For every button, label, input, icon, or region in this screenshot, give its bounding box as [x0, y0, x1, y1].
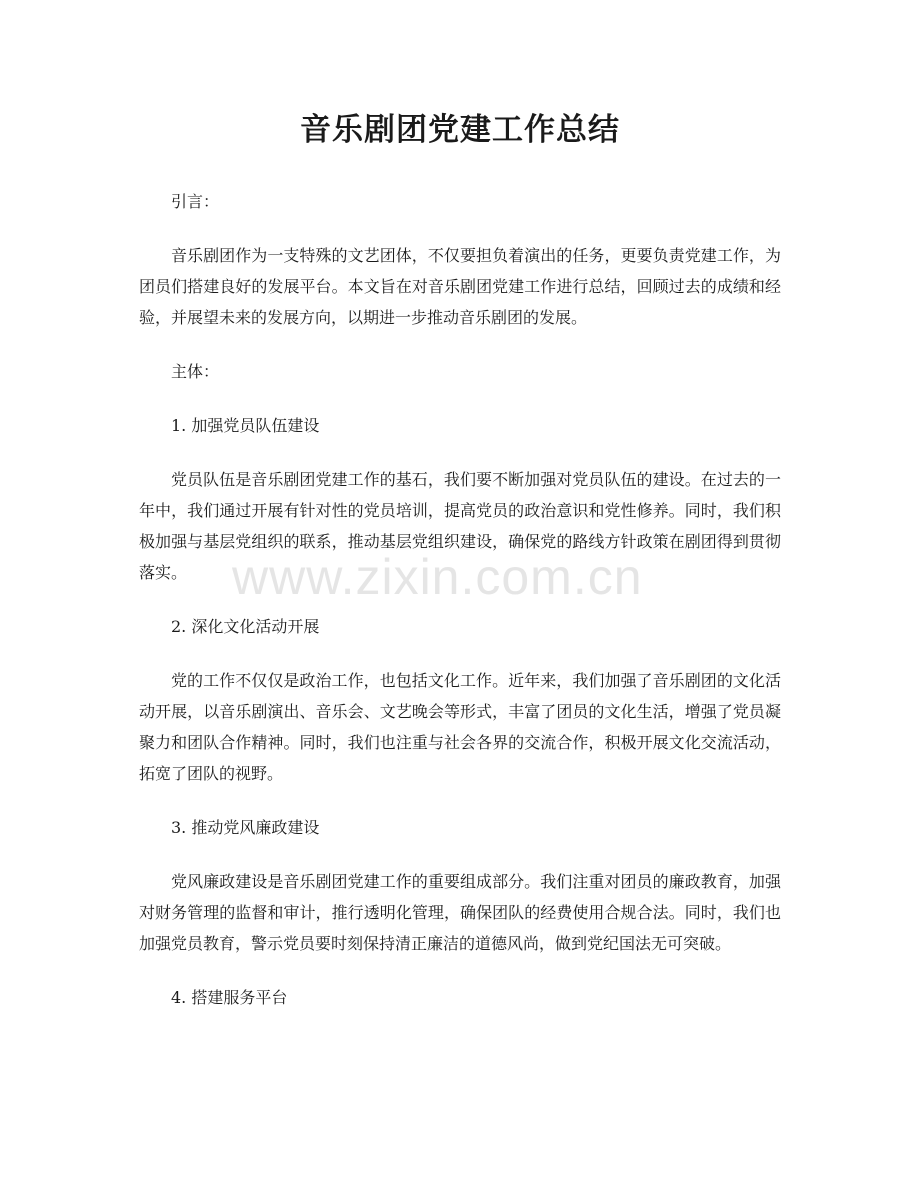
section-paragraph-1: 党员队伍是音乐剧团党建工作的基石，我们要不断加强对党员队伍的建设。在过去的一年中，我们通过开展有针对性的党员培训，提高党员的政治意识和党性修养。同时，我们积极加强与基层党组织的联系，推动基层党组织建设，确保党的路线方针政策在剧团得到贯彻落实。 [139, 470, 781, 582]
watermark: www.zixin.com.cn [232, 549, 643, 605]
section-paragraph-2: 党的工作不仅仅是政治工作，也包括文化工作。近年来，我们加强了音乐剧团的文化活动开展，以音乐剧演出、音乐会、文艺晚会等形式，丰富了团员的文化生活，增强了党员凝聚力和团队合作精神。同时，我们也注重与社会各界的交流合作，积极开展文化交流活动，拓宽了团队的视野。 [139, 671, 781, 783]
section-heading-2: 2. 深化文化活动开展 [171, 617, 320, 636]
section-paragraph-3: 党风廉政建设是音乐剧团党建工作的重要组成部分。我们注重对团员的廉政教育，加强对财务管理的监督和审计，推行透明化管理，确保团队的经费使用合规合法。同时，我们也加强党员教育，警示党员要时刻保持清正廉洁的道德风尚，做到党纪国法无可突破。 [139, 872, 781, 953]
section-heading-1: 1. 加强党员队伍建设 [171, 416, 320, 435]
intro-label: 引言： [171, 192, 220, 211]
page-title: 音乐剧团党建工作总结 [300, 112, 620, 148]
body-label: 主体： [171, 362, 220, 381]
document-body [139, 186, 781, 1036]
section-heading-3: 3. 推动党风廉政建设 [171, 818, 320, 837]
section-heading-4: 4. 搭建服务平台 [171, 988, 288, 1007]
intro-paragraph: 音乐剧团作为一支特殊的文艺团体，不仅要担负着演出的任务，更要负责党建工作，为团员们搭建良好的发展平台。本文旨在对音乐剧团党建工作进行总结，回顾过去的成绩和经验，并展望未来的发展方向，以期进一步推动音乐剧团的发展。 [139, 246, 781, 327]
